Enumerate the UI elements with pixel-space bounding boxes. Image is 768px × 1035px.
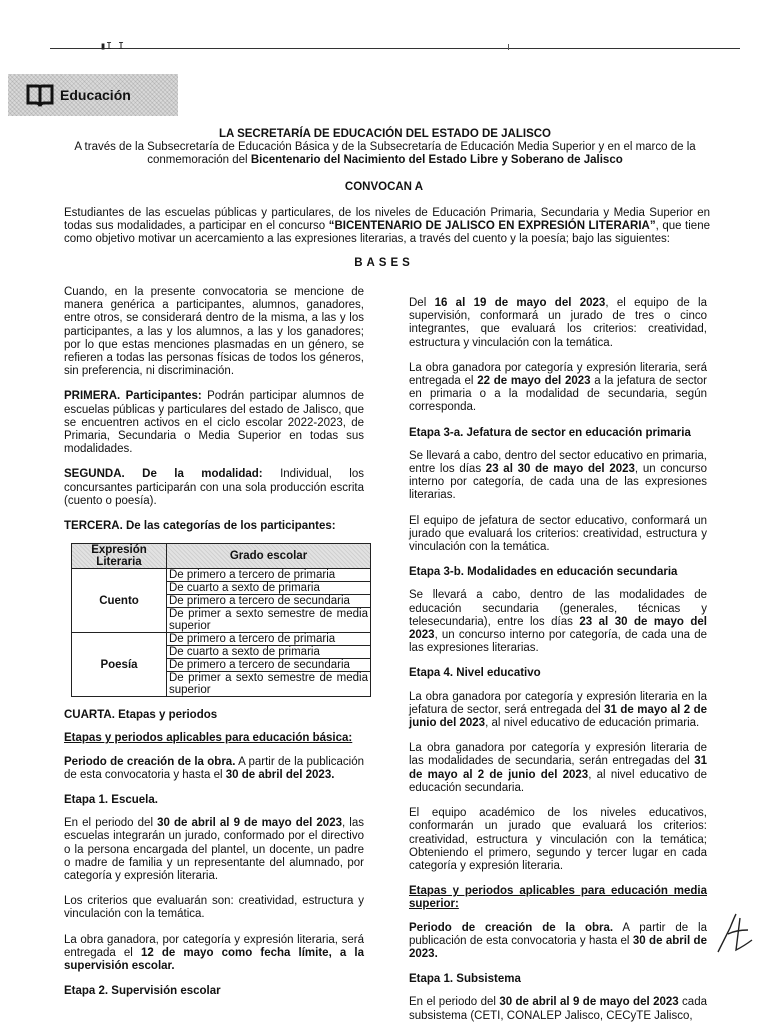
segunda-section	[64, 468, 364, 508]
ganadora-date: 12 de mayo como fecha límite, a la supervisión escolar.	[64, 946, 364, 973]
p6-text-end: , al nivel educativo de educación primaria.	[485, 717, 700, 730]
table-cell: De primero a tercero de secundaria	[167, 595, 371, 608]
category-cuento: Cuento	[72, 569, 167, 633]
periodo-date: 30 de abril del 2023.	[225, 768, 335, 781]
p6-text: La obra ganadora por categoría y expresión literaria en la jefatura de sector, será entregada del	[409, 690, 707, 716]
scan-tick	[508, 44, 509, 50]
p5-text-end: , un concurso interno por categoría, de cada una de las expresiones literarias.	[409, 629, 707, 655]
top-rule	[50, 48, 740, 49]
etapa3b-heading: Etapa 3-b. Modalidades en educación secundaria	[409, 566, 678, 579]
etapas-basica-heading: Etapas y periodos aplicables para educación básica:	[64, 732, 353, 745]
table-cell: De cuarto a sexto de primaria	[167, 646, 371, 659]
table-cell: De primero a tercero de primaria	[167, 633, 371, 646]
categories-table	[71, 543, 371, 697]
p7-text: La obra ganadora por categoría y expresión literaria de las modalidades de secundaria, serán entregadas del	[409, 742, 707, 768]
segunda-text: Individual, los concursantes participarán con una sola producción escrita (cuento o poesía).	[64, 468, 364, 507]
header-line-3-text: conmemoración del	[147, 154, 251, 166]
periodo-text: A partir de la publicación de esta convocatoria y hasta el	[64, 755, 364, 781]
primera-label: PRIMERA. Participantes:	[64, 390, 202, 403]
ganadora-text: La obra ganadora, por categoría y expresión literaria, será entregada el	[64, 933, 364, 959]
table-cell: De primero a tercero de primaria	[167, 569, 371, 582]
p2-text-end: a la jefatura de sector en primaria o a la modalidad de secundaria, según corresponda.	[409, 375, 707, 414]
cuarta-heading: CUARTA. Etapas y periodos	[64, 709, 218, 722]
document-header	[40, 128, 730, 167]
supervision-paragraph	[409, 297, 707, 350]
header-line-3	[40, 154, 730, 167]
etapas-media-heading: Etapas y periodos aplicables para educación media superior:	[409, 885, 707, 911]
tercera-heading: TERCERA. De las categorías de los participantes:	[64, 520, 336, 533]
category-poesia: Poesía	[72, 633, 167, 697]
p6-dates: 31 de mayo al 2 de junio del 2023	[409, 703, 707, 730]
etapa1-text-end: , las escuelas integrarán un jurado, conformado por el directivo o la persona encargada del plantel, un docente, un padre o madre de familia y un representante del alumnado, por categoría y expresión literaria.	[64, 817, 364, 883]
p2-date: 22 de mayo del 2023	[477, 375, 591, 388]
etapa4-secundaria-paragraph	[409, 742, 707, 795]
etapa1-paragraph	[64, 817, 364, 883]
table-row	[72, 633, 371, 646]
subsistema-paragraph	[409, 996, 707, 1022]
periodo-creacion-media	[409, 922, 707, 962]
etapa1-dates: 30 de abril al 9 de mayo del 2023	[157, 817, 342, 830]
p3-dates: 23 al 30 de mayo del 2023	[485, 463, 635, 476]
book-icon	[26, 82, 54, 108]
etapa1-heading: Etapa 1. Escuela.	[64, 794, 158, 807]
table-cell: De cuarto a sexto de primaria	[167, 582, 371, 595]
educacion-logo	[8, 74, 178, 116]
p1-text-end: , el equipo de la supervisión, conformará un jurado de tres o cinco integrantes, que evaluará los criterios: creatividad, estructura y vinculación con la temática.	[409, 297, 707, 349]
p5-text: Se llevará a cabo, dentro de las modalidades de educación secundaria (generales, técnicas y telesecundaria), entre los días	[409, 589, 707, 628]
entrega-sector-paragraph	[409, 362, 707, 415]
col-grado: Grado escolar	[167, 544, 371, 569]
equipo-academico-paragraph: El equipo académico de los niveles educativos, conformarán un jurado que evaluará los criterios: creatividad, estructura y vinculación con la temática; Obteniendo el primero, segundo y tercer lugar en cada categoría y expresión literaria.	[409, 807, 707, 872]
periodo-creacion-basica	[64, 756, 364, 782]
table-cell: De primero a tercero de secundaria	[167, 659, 371, 672]
etapa1-text: En el periodo del	[64, 817, 158, 830]
periodo-date: 30 de abril de 2023.	[409, 934, 707, 960]
p3-text-end: , un concurso interno por categoría, de cada una de las expresiones literarias.	[409, 463, 707, 502]
p5-dates: 23 al 30 de mayo del 2023	[409, 615, 707, 642]
etapa4-heading: Etapa 4. Nivel educativo	[409, 667, 541, 680]
ganadora-paragraph	[64, 934, 364, 974]
etapa1-subsistema-heading: Etapa 1. Subsistema	[409, 973, 521, 986]
periodo-label: Periodo de creación de la obra.	[64, 755, 236, 768]
periodo-label: Periodo de creación de la obra.	[409, 921, 614, 934]
primera-text: Podrán participar alumnos de escuelas públicas y particulares del estado de Jalisco, que se encuentren activos en el ciclo escolar 2022-2023, de Primaria, Secundaria o Media Superior en todas sus modalidades.	[64, 390, 364, 456]
p9-text: En el periodo del	[409, 996, 500, 1009]
col-expresion: Expresión Literaria	[72, 544, 167, 569]
etapa3a-heading: Etapa 3-a. Jefatura de sector en educación primaria	[409, 426, 691, 439]
intro-text-end: , que tiene como objetivo motivar un acercamiento a las expresiones literarias, a través del cuento y la poesía; bajo las siguientes:	[64, 220, 710, 245]
jefatura-jurado-paragraph: El equipo de jefatura de sector educativo, conformará un jurado que evaluará los criterios: creatividad, estructura y vinculación con la temática.	[409, 514, 707, 554]
header-line-3-bold: Bicentenario del Nacimiento del Estado Libre y Soberano de Jalisco	[250, 154, 623, 166]
handwritten-initials	[714, 910, 754, 956]
document-title: LA SECRETARÍA DE EDUCACIÓN DEL ESTADO DE JALISCO	[218, 128, 552, 140]
p1-dates: 16 al 19 de mayo del 2023	[434, 297, 606, 309]
etapa2-heading: Etapa 2. Supervisión escolar	[64, 985, 221, 998]
primera-section	[64, 390, 364, 456]
periodo-text: A partir de la publicación de esta convocatoria y hasta el	[409, 921, 708, 947]
intro-text: Estudiantes de las escuelas públicas y particulares, de los niveles de Educación Primaria, Secundaria y Media Superior en todas sus modalidades, a participar en el concurso	[64, 207, 710, 232]
p9-text-end: cada subsistema (CETI, CONALEP Jalisco, CECyTE Jalisco,	[409, 996, 707, 1022]
table-row	[72, 569, 371, 582]
contest-name: “BICENTENARIO DE JALISCO EN EXPRESIÓN LITERARIA”	[328, 220, 656, 232]
p2-text: La obra ganadora por categoría y expresión literaria, será entregada el	[409, 361, 707, 388]
p7-text-end: , al nivel educativo de educación secundaria.	[409, 768, 707, 794]
right-column	[409, 297, 707, 1035]
p3-text: Se llevará a cabo, dentro del sector educativo en primaria, entre los días	[409, 449, 707, 476]
p1-text: Del	[409, 297, 435, 309]
header-line-2: A través de la Subsecretaría de Educación Básica y de la Subsecretaría de Educación Media Superior y en el marco de la	[74, 141, 696, 153]
criterios-paragraph: Los criterios que evaluarán son: creatividad, estructura y vinculación con la temática.	[64, 895, 364, 921]
scan-mark: ▮I I	[100, 41, 125, 52]
p9-dates: 30 de abril al 9 de mayo del 2023	[499, 996, 679, 1009]
bases-heading: BASES	[354, 257, 414, 269]
convocan-heading: CONVOCAN A	[344, 181, 424, 193]
p7-dates: 31 de mayo al 2 de junio del 2023	[409, 755, 707, 781]
intro-paragraph	[64, 207, 710, 246]
segunda-label: SEGUNDA. De la modalidad:	[64, 468, 263, 481]
table-header-row	[72, 544, 371, 569]
table-cell: De primer a sexto semestre de media superior	[167, 672, 371, 697]
etapa3b-paragraph	[409, 589, 707, 655]
left-column	[64, 286, 368, 1009]
etapa4-primaria-paragraph	[409, 691, 707, 731]
table-cell: De primer a sexto semestre de media superior	[167, 608, 371, 633]
etapa3a-paragraph	[409, 450, 707, 503]
logo-text: Educación	[60, 87, 131, 103]
gender-note: Cuando, en la presente convocatoria se mencione de manera genérica a participantes, alumnos, ganadores, entre otros, se considerará dentro de la misma, a las y los participantes, a las y los alumnos, a las y los ganadores; por lo que estas menciones plasmadas en un género, se refieren a todas las personas físicas de todos los géneros, sin preferencia, ni discriminación.	[64, 286, 364, 378]
